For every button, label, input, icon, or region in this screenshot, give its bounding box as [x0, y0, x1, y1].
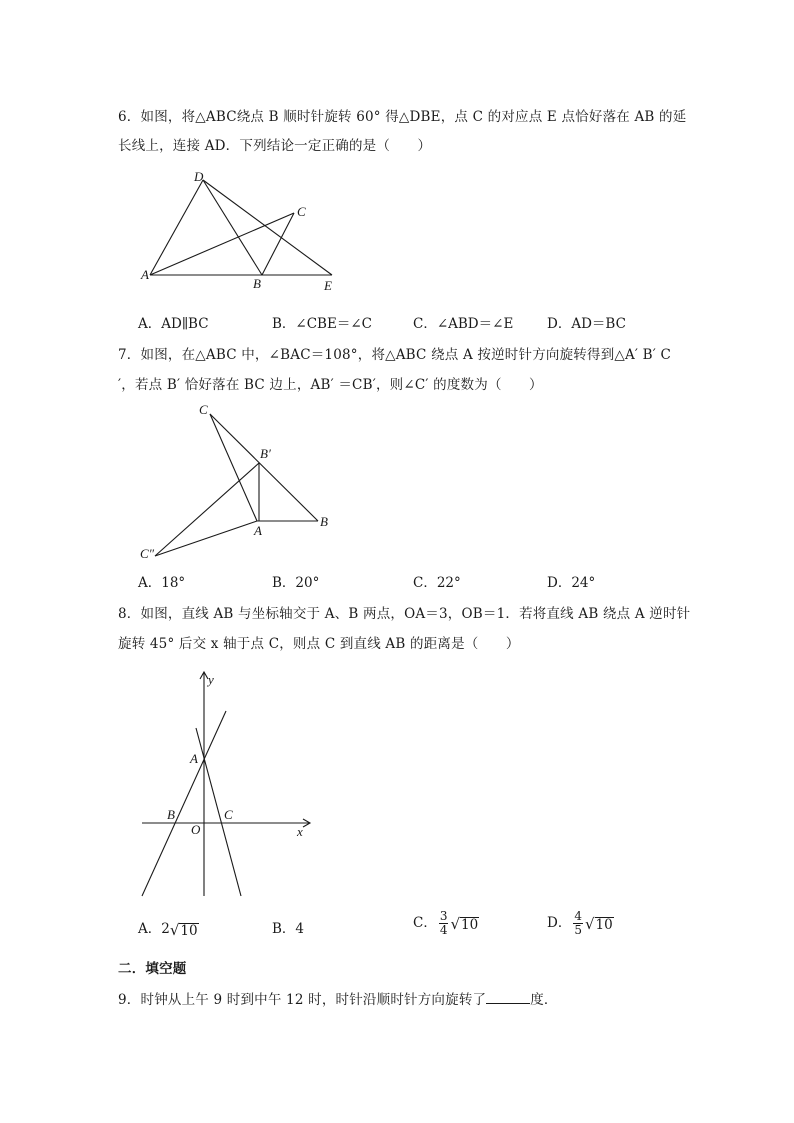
q8-option-c-numerator: 3 — [439, 909, 448, 923]
q7-label-C: C — [199, 402, 208, 417]
q8-label-x: x — [297, 824, 303, 839]
q8-option-d-sqrt: √10 — [584, 914, 613, 933]
q6-option-b: B．∠CBE＝∠C — [272, 316, 372, 332]
q7-label-Cprime: C″ — [140, 546, 155, 561]
q8-option-d — [547, 910, 614, 937]
q8-label-C: C — [224, 807, 233, 822]
q6-label-B: B — [253, 276, 261, 291]
q7-text-line2: ′，若点 B′ 恰好落在 BC 边上，AB′ ＝CB′，则∠C′ 的度数为（ ） — [118, 377, 543, 393]
q8-label-y: y — [208, 672, 214, 687]
q6-option-d: D．AD＝BC — [547, 316, 626, 332]
q7-label-Bprime: B′ — [260, 446, 271, 461]
q7-option-d: D．24° — [547, 575, 596, 591]
section-title-fill-in: 二．填空题 — [118, 961, 187, 977]
q8-text-line1: 8．如图，直线 AB 与坐标轴交于 A、B 两点，OA＝3，OB＝1．若将直线 AB 绕点 A 逆时针 — [118, 606, 691, 622]
q8-option-d-prefix: D． — [547, 915, 572, 931]
q8-label-O: O — [191, 822, 201, 837]
q8-option-a-radicand: 10 — [180, 922, 198, 939]
q9-text-after: 度． — [530, 992, 558, 1008]
q8-option-c — [413, 910, 479, 937]
q7-option-c: C．22° — [413, 575, 461, 591]
q6-label-A: A — [141, 267, 149, 282]
q8-option-d-radicand: 10 — [595, 916, 613, 933]
q6-text-line1: 6．如图，将△ABC绕点 B 顺时针旋转 60° 得△DBE，点 C 的对应点 E 点恰好落在 AB 的延 — [118, 109, 687, 125]
q6-label-C: C — [297, 204, 306, 219]
q6-option-a: A．AD∥BC — [138, 316, 209, 332]
q8-option-a-prefix: A．2 — [138, 921, 170, 937]
q6-label-E: E — [324, 278, 332, 293]
q8-option-d-numerator: 4 — [574, 909, 582, 923]
q8-option-c-radicand: 10 — [461, 916, 479, 933]
q6-label-D: D — [194, 169, 204, 184]
q8-option-c-prefix: C． — [413, 915, 437, 931]
q8-label-A: A — [190, 751, 198, 766]
q8-option-c-sqrt: √10 — [450, 914, 479, 933]
q8-option-c-denominator: 4 — [439, 923, 448, 937]
q8-option-a — [138, 917, 199, 939]
q8-option-d-fraction — [573, 910, 583, 937]
q8-option-d-denominator: 5 — [574, 923, 582, 937]
q9-text-before: 9．时钟从上午 9 时到中午 12 时，时针沿顺时针方向旋转了 — [118, 992, 487, 1008]
q7-label-B: B — [320, 514, 328, 529]
q7-label-A: A — [254, 523, 262, 538]
q7-option-b: B．20° — [272, 575, 320, 591]
q6-text-line2: 长线上，连接 AD．下列结论一定正确的是（ ） — [118, 138, 432, 154]
q8-option-b: B．4 — [272, 921, 305, 937]
q7-text-line1: 7．如图，在△ABC 中，∠BAC＝108°，将△ABC 绕点 A 按逆时针方向旋转得到△A′ B′ C — [118, 347, 672, 363]
q9-text — [118, 988, 558, 1008]
q8-label-B: B — [167, 807, 175, 822]
q9-answer-blank[interactable] — [486, 991, 530, 1004]
q6-option-c: C．∠ABD＝∠E — [413, 316, 514, 332]
q8-option-c-fraction — [439, 910, 449, 937]
q8-text-line2: 旋转 45° 后交 x 轴于点 C，则点 C 到直线 AB 的距离是（ ） — [118, 636, 520, 652]
q8-option-a-sqrt: √10 — [169, 920, 198, 939]
q7-option-a: A．18° — [138, 575, 186, 591]
